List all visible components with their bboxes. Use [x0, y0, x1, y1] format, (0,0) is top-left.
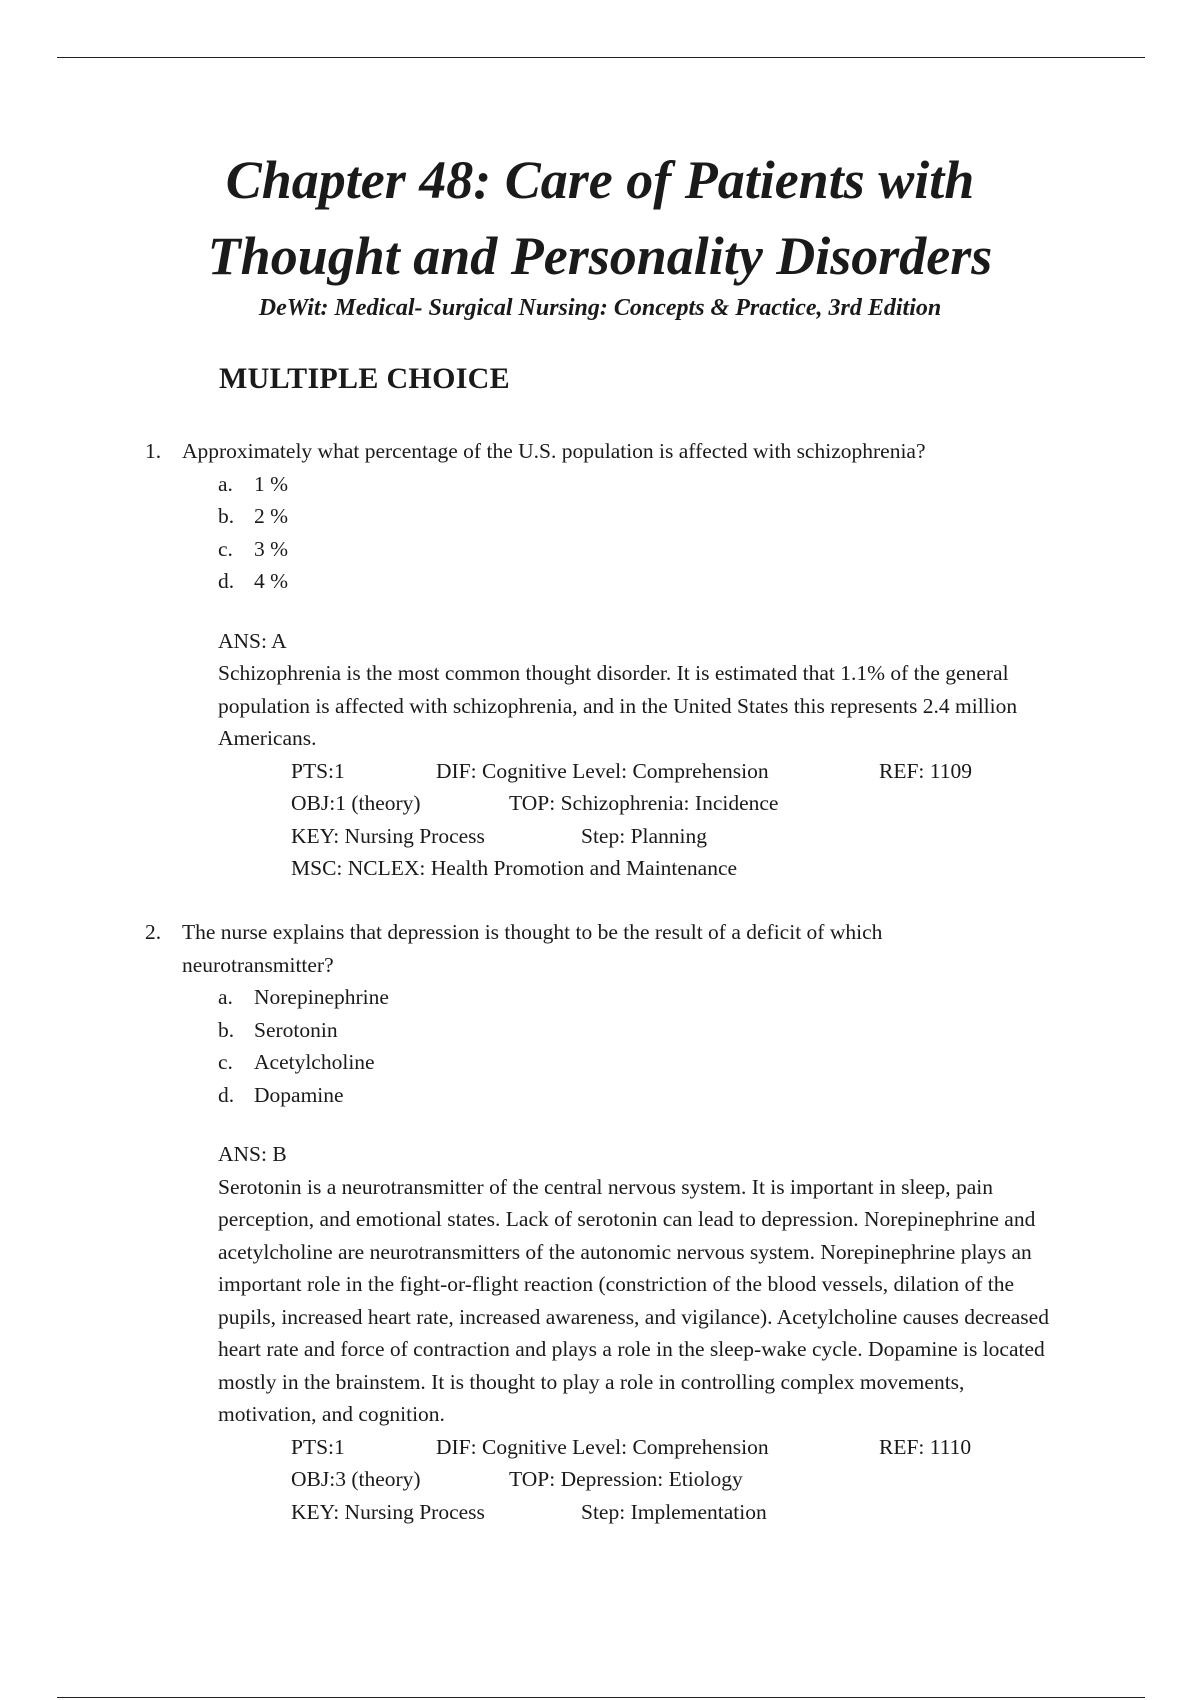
rationale: Serotonin is a neurotransmitter of the central nervous system. It is important in sleep, pain perception, and emotional states. Lack of serotonin can lead to depression. Norepinephrine and acetylcholine are neurotransmitters of the autonomic nervous system. Norepinephrine plays an important role in the fight-or-flight reaction (constriction of the blood vessels, dilation of the pupils, increased heart rate, increased awareness, and vigilance). Acetylcholine causes decreased heart rate and force of contraction and plays a role in the sleep-wake cycle. Dopamine is located mostly in the brainstem. It is thought to play a role in controlling complex movements, motivation, and cognition.: [218, 1174, 1049, 1426]
choice-c: [218, 1046, 1075, 1079]
top-rule: [57, 57, 1145, 58]
chapter-title-line-2: Thought and Personality Disorders: [207, 226, 993, 286]
meta-obj: OBJ:1 (theory): [291, 791, 421, 815]
question-number: 2.: [145, 920, 162, 944]
choice-text: 2 %: [254, 504, 289, 528]
meta-row: [291, 1496, 1075, 1529]
choice-text: 4 %: [254, 569, 289, 593]
meta-row: [291, 1431, 1075, 1464]
choice-text: 3 %: [254, 536, 289, 561]
choice-text: Dopamine: [254, 1082, 344, 1107]
metadata: [291, 1431, 1075, 1529]
choice-text: 1 %: [254, 471, 289, 496]
question-number: 1.: [145, 439, 162, 463]
section-heading: MULTIPLE CHOICE: [219, 362, 510, 395]
choice-d: [218, 1079, 1075, 1112]
question-stem: [145, 916, 1075, 981]
choice-c: [218, 533, 1075, 566]
choice-list: [218, 981, 1075, 1111]
meta-obj: OBJ:3 (theory): [291, 1467, 421, 1491]
choice-letter: d.: [218, 569, 235, 593]
meta-msc: MSC: NCLEX: Health Promotion and Maintenance: [291, 856, 738, 880]
choice-list: [218, 468, 1075, 598]
chapter-title: [0, 142, 1200, 294]
meta-row: [291, 852, 1075, 885]
answer-block: [218, 625, 1075, 885]
meta-row: [291, 755, 1075, 788]
choice-d: [218, 565, 1075, 598]
rationale: Schizophrenia is the most common thought disorder. It is estimated that 1.1% of the general population is affected with schizophrenia, and in the United States this represents 2.4 million Americans.: [218, 661, 1018, 750]
meta-pts: PTS:1: [291, 1434, 345, 1459]
chapter-title-line-1: Chapter 48: Care of Patients with: [225, 150, 975, 210]
choice-b: [218, 1014, 1075, 1047]
meta-step: Step: Implementation: [581, 1499, 767, 1524]
answer-key: ANS: B: [218, 1142, 287, 1166]
meta-pts: PTS:1: [291, 758, 345, 783]
choice-letter: c.: [218, 1050, 233, 1074]
choice-letter: b.: [218, 504, 235, 528]
choice-text: Acetylcholine: [254, 1050, 375, 1074]
meta-row: [291, 820, 1075, 853]
meta-ref: REF: 1110: [879, 1434, 972, 1459]
question-2: [145, 916, 1075, 1528]
meta-key: KEY: Nursing Process: [291, 823, 485, 848]
choice-b: [218, 500, 1075, 533]
meta-top: TOP: Schizophrenia: Incidence: [509, 791, 779, 815]
question-text: The nurse explains that depression is thought to be the result of a deficit of which neurotransmitter?: [182, 920, 883, 977]
choice-letter: a.: [218, 471, 233, 496]
choice-text: Serotonin: [254, 1017, 338, 1042]
answer-block: [218, 1138, 1075, 1528]
choice-a: [218, 981, 1075, 1014]
choice-a: [218, 468, 1075, 501]
meta-ref: REF: 1109: [879, 758, 972, 783]
bottom-rule: [57, 1697, 1145, 1698]
question-1: [145, 435, 1075, 885]
choice-letter: b.: [218, 1017, 235, 1042]
meta-row: [291, 1463, 1075, 1496]
book-subtitle: DeWit: Medical- Surgical Nursing: Concepts & Practice, 3rd Edition: [258, 295, 942, 321]
answer-key: ANS: A: [218, 628, 287, 653]
meta-dif: DIF: Cognitive Level: Comprehension: [436, 758, 769, 783]
meta-top: TOP: Depression: Etiology: [509, 1467, 743, 1491]
choice-letter: d.: [218, 1082, 235, 1107]
meta-step: Step: Planning: [581, 823, 708, 848]
choice-letter: c.: [218, 536, 233, 561]
choice-text: Norepinephrine: [254, 985, 389, 1009]
choice-letter: a.: [218, 985, 233, 1009]
question-stem: [145, 435, 1075, 468]
question-text: Approximately what percentage of the U.S. population is affected with schizophrenia?: [182, 439, 926, 463]
meta-key: KEY: Nursing Process: [291, 1499, 485, 1524]
metadata: [291, 755, 1075, 885]
meta-row: [291, 787, 1075, 820]
meta-dif: DIF: Cognitive Level: Comprehension: [436, 1434, 769, 1459]
